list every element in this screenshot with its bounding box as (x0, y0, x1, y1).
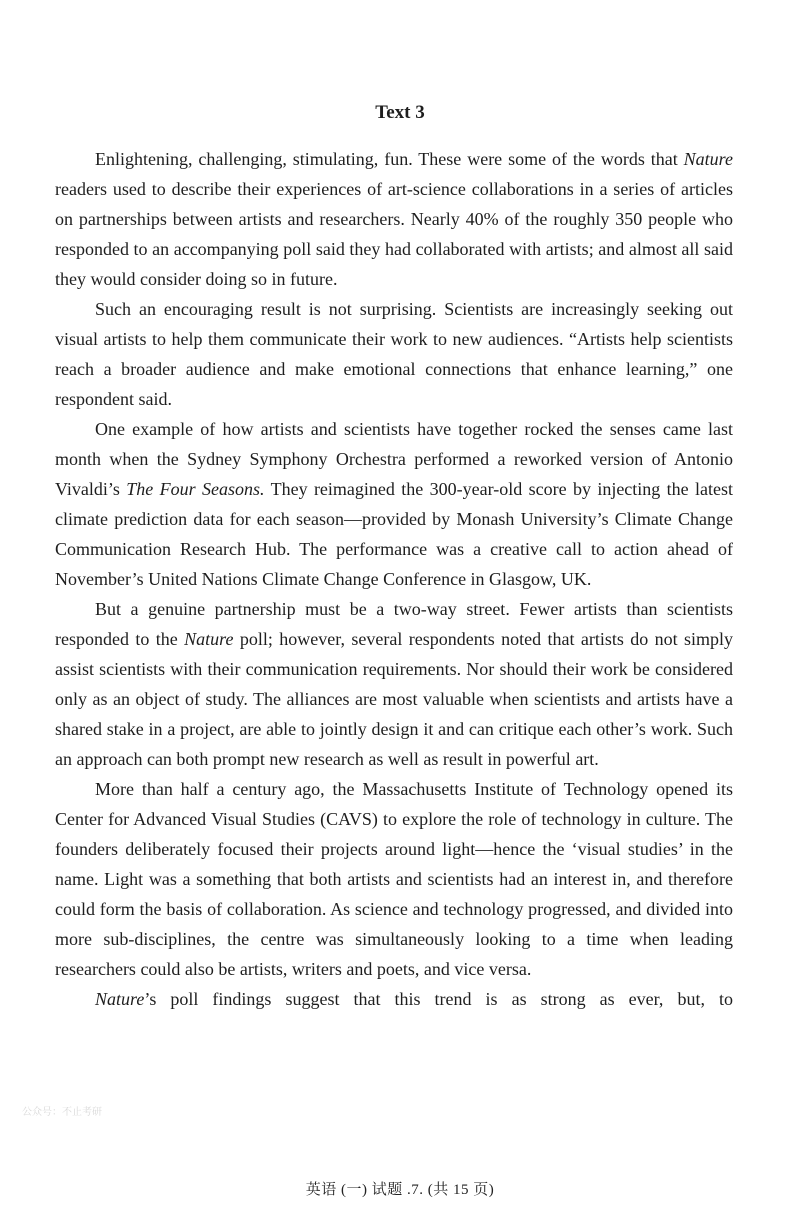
paragraph-text: One example of how artists and scientists have together rocked the senses came last month when the Sydney Symphony Orchestra performed a reworked version of Antonio Vivaldi’s (55, 419, 733, 499)
paragraph-text: They reimagined the 300-year-old score by injecting the latest climate prediction data for each season—provided by Monash University’s Climate Change Communication Research Hub. The performance was a creative call to action ahead of November’s United Nations Climate Change Conference in Glasgow, UK. (55, 479, 734, 589)
paragraph-text: But a genuine partnership must be a two-way street. Fewer artists than scientists responded to the (55, 599, 733, 649)
italic-title-text: Nature (683, 149, 733, 169)
watermark: 公众号：不止考研 (22, 1107, 102, 1118)
italic-title-text: Nature (95, 989, 145, 1009)
paragraph-text: Such an encouraging result is not surprising. Scientists are increasingly seeking out visual artists to help them communicate their work to new audiences. “Artists help scientists reach a broader audience and make emotional connections that enhance learning,” one respondent said. (55, 299, 733, 409)
section-title: Text 3 (375, 102, 425, 123)
passage-paragraph (55, 984, 733, 1014)
passage-paragraph (55, 294, 733, 414)
italic-title-text: Nature (184, 629, 234, 649)
passage-paragraph (55, 414, 733, 594)
paragraph-text: Enlightening, challenging, stimulating, fun. These were some of the words that (95, 149, 684, 169)
passage-paragraph (55, 774, 733, 984)
page-footer: 英语 (一) 试题 .7. (共 15 页) (305, 1182, 495, 1198)
italic-title-text: The Four Seasons. (126, 479, 265, 499)
paragraph-text: ’s poll findings suggest that this trend is as strong as ever, but, to (144, 989, 733, 1009)
passage-body (55, 144, 733, 1014)
paragraph-text: More than half a century ago, the Massachusetts Institute of Technology opened its Center for Advanced Visual Studies (CAVS) to explore the role of technology in culture. The founders deliberately focused their projects around light—hence the ‘visual studies’ in the name. Light was a something that both artists and scientists had an interest in, and therefore could form the basis of collaboration. As science and technology progressed, and divided into more sub-disciplines, the centre was simultaneously looking to a time when leading researchers could also be artists, writers and poets, and vice versa. (55, 779, 733, 979)
paragraph-text: readers used to describe their experiences of art-science collaborations in a series of articles on partnerships between artists and researchers. Nearly 40% of the roughly 350 people who responded to an accompanying poll said they had collaborated with artists; and almost all said they would consider doing so in future. (55, 179, 733, 289)
passage-paragraph (55, 594, 733, 774)
paragraph-text: poll; however, several respondents noted that artists do not simply assist scientists with their communication requirements. Nor should their work be considered only as an object of study. The alliances are most valuable when scientists and artists have a shared stake in a project, are able to jointly design it and can critique each other’s work. Such an approach can both prompt new research as well as result in powerful art. (55, 629, 733, 769)
passage-paragraph (55, 144, 733, 294)
